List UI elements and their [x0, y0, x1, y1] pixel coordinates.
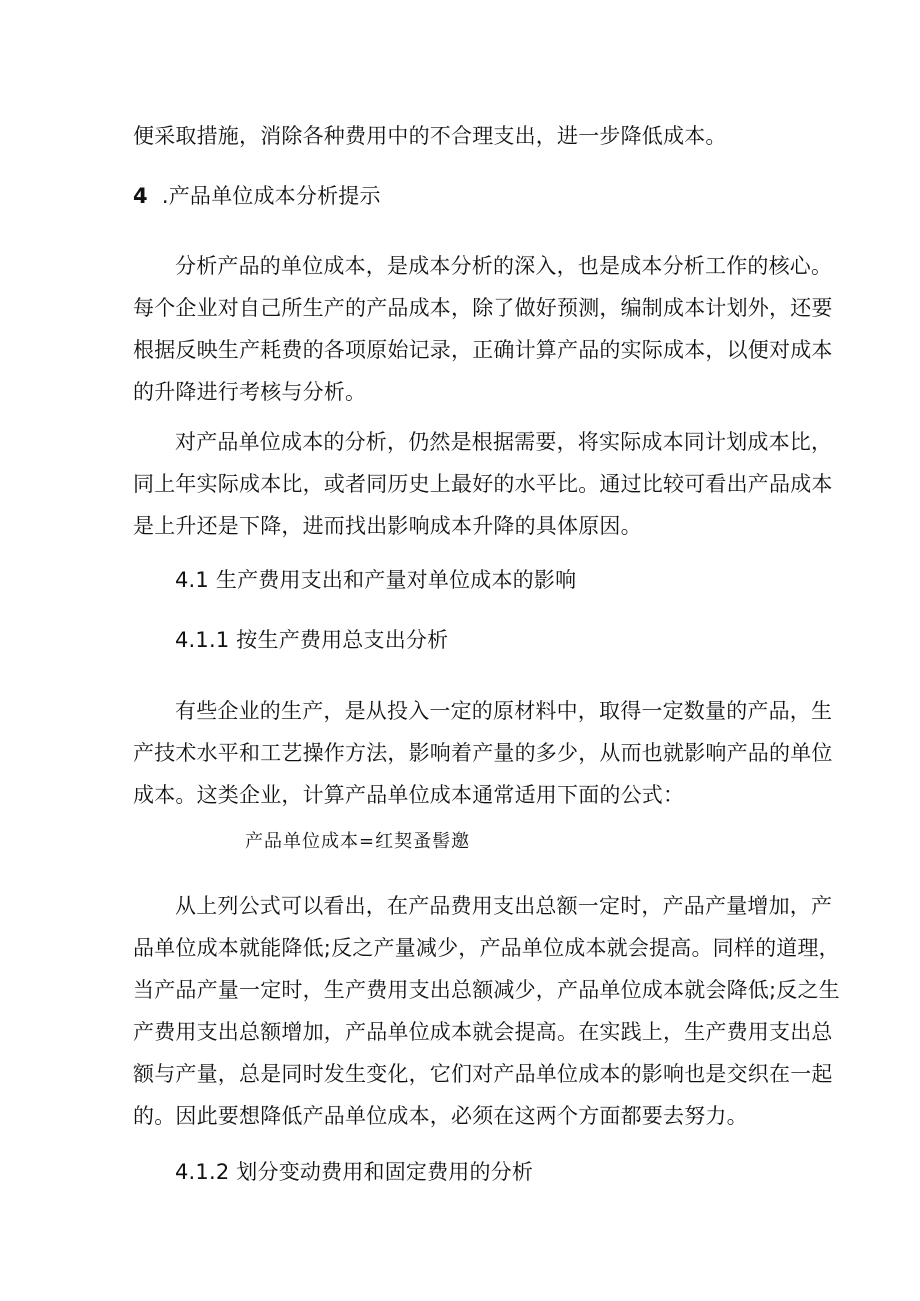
- section-number: 4: [133, 184, 148, 208]
- paragraph-line: 成本。这类企业，计算产品单位成本通常适用下面的公式：: [133, 783, 685, 807]
- paragraph-line: 根据反映生产耗费的各项原始记录，正确计算产品的实际成本，以便对成本: [133, 338, 833, 362]
- subsection-heading-4-1-1: 4.1.1 按生产费用总支出分析: [175, 628, 449, 652]
- paragraph-line: 产费用支出总额增加，产品单位成本就会提高。在实践上，生产费用支出总: [133, 1020, 833, 1044]
- paragraph-line: 产技术水平和工艺操作方法，影响着产量的多少，从而也就影响产品的单位: [133, 741, 833, 765]
- paragraph-line: 从上列公式可以看出，在产品费用支出总额一定时，产品产量增加，产: [175, 894, 833, 918]
- section-heading-4: [133, 182, 381, 210]
- formula: 产品单位成本=红契蚤髻邀: [245, 831, 471, 852]
- paragraph-line: 对产品单位成本的分析，仍然是根据需要，将实际成本同计划成本比，: [175, 430, 833, 454]
- section-title: .产品单位成本分析提示: [161, 184, 381, 208]
- subsection-heading-4-1-2: 4.1.2 划分变动费用和固定费用的分析: [175, 1160, 534, 1184]
- paragraph-line: 当产品产量一定时，生产费用支出总额减少，产品单位成本就会降低;反之生: [133, 978, 840, 1002]
- paragraph-line: 有些企业的生产，是从投入一定的原材料中，取得一定数量的产品，生: [175, 699, 833, 723]
- paragraph-line: 品单位成本就能降低;反之产量减少，产品单位成本就会提高。同样的道理，: [133, 936, 840, 960]
- paragraph-line: 的升降进行考核与分析。: [133, 380, 367, 404]
- paragraph-line: 的。因此要想降低产品单位成本，必须在这两个方面都要去努力。: [133, 1104, 748, 1128]
- paragraph-line: 是上升还是下降，进而找出影响成本升降的具体原因。: [133, 514, 642, 538]
- paragraph-line: 分析产品的单位成本，是成本分析的深入，也是成本分析工作的核心。: [175, 254, 833, 278]
- paragraph-line: 额与产量，总是同时发生变化，它们对产品单位成本的影响也是交织在一起: [133, 1062, 833, 1086]
- subsection-heading-4-1: 4.1 生产费用支出和产量对单位成本的影响: [175, 568, 577, 592]
- paragraph-line: 同上年实际成本比，或者同历史上最好的水平比。通过比较可看出产品成本: [133, 472, 833, 496]
- paragraph-line: 便采取措施，消除各种费用中的不合理支出，进一步降低成本。: [133, 124, 727, 148]
- paragraph-line: 每个企业对自己所生产的产品成本，除了做好预测，编制成本计划外，还要: [133, 296, 833, 320]
